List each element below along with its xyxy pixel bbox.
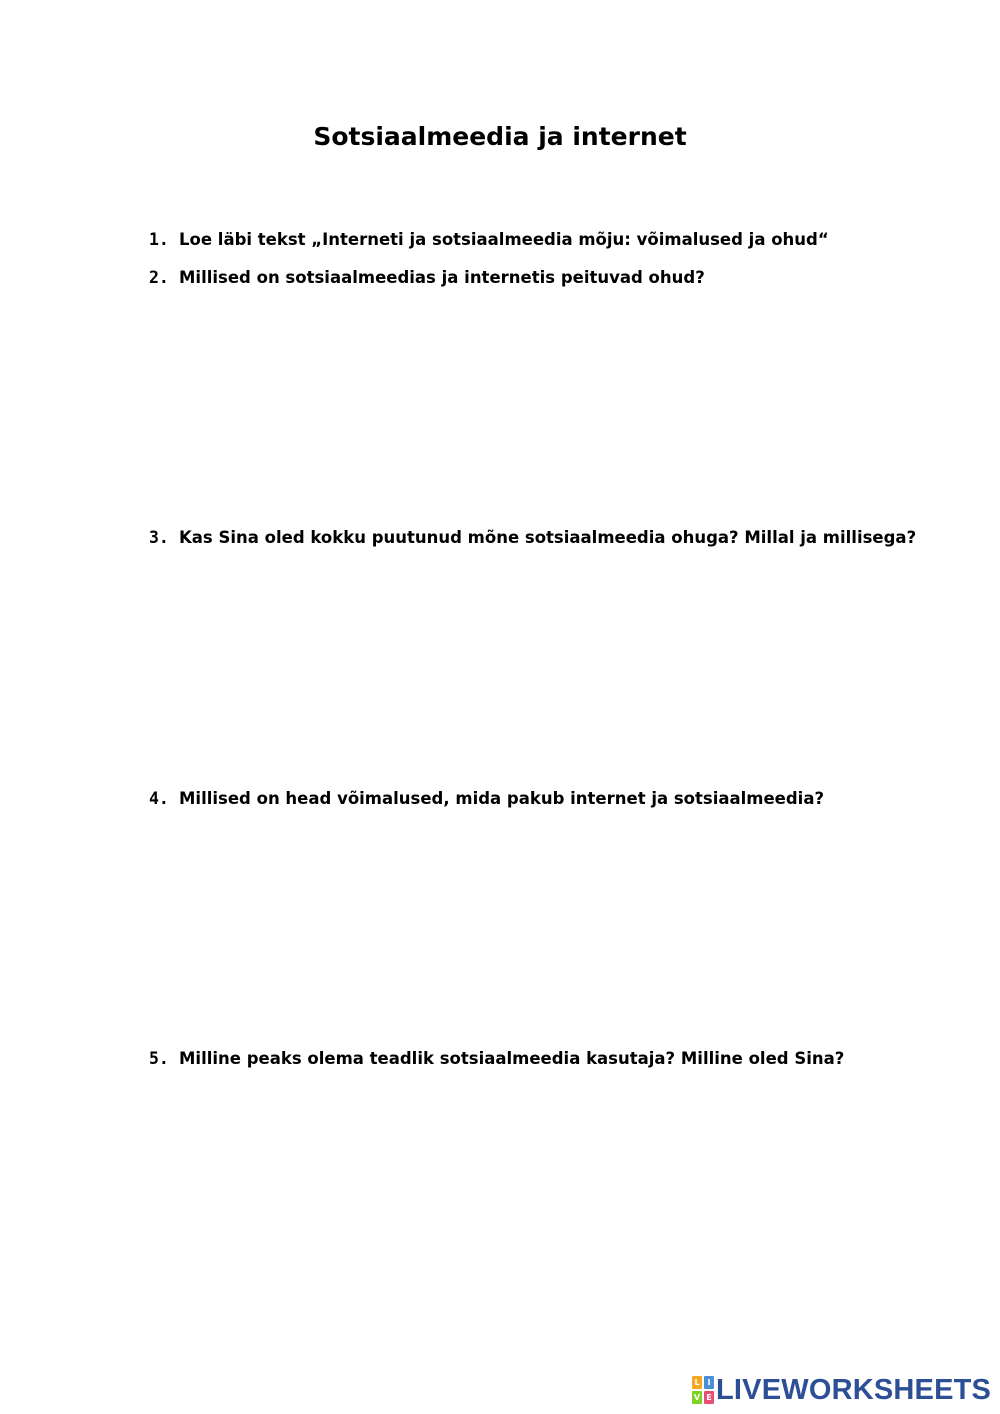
question-4 <box>149 789 949 809</box>
question-3 <box>149 528 949 548</box>
brand-wordmark: LIVEWORKSHEETS <box>716 1374 992 1406</box>
question-text: Loe läbi tekst „Interneti ja sotsiaalmeedia mõju: võimalused ja ohud“ <box>179 230 829 249</box>
question-number: 5. <box>149 1049 169 1068</box>
question-1 <box>149 230 949 250</box>
logo-letter-l: L <box>692 1376 702 1389</box>
logo-letter-i: I <box>704 1376 714 1389</box>
liveworksheets-brand <box>692 1374 991 1406</box>
question-text: Kas Sina oled kokku puutunud mõne sotsiaalmeedia ohuga? Millal ja millisega? <box>179 528 917 547</box>
question-text: Millised on head võimalused, mida pakub internet ja sotsiaalmeedia? <box>179 789 825 808</box>
page-title: Sotsiaalmeedia ja internet <box>313 122 687 151</box>
question-5 <box>149 1049 949 1069</box>
question-number: 2. <box>149 268 169 287</box>
question-number: 4. <box>149 789 169 808</box>
question-number: 3. <box>149 528 169 547</box>
question-number: 1. <box>149 230 169 249</box>
logo-letter-v: V <box>693 1393 701 1402</box>
question-2 <box>149 268 949 288</box>
liveworksheets-logo-icon <box>692 1376 714 1404</box>
logo-letter-e: E <box>704 1391 714 1404</box>
question-text: Milline peaks olema teadlik sotsiaalmeedia kasutaja? Milline oled Sina? <box>179 1049 845 1068</box>
question-text: Millised on sotsiaalmeedias ja internetis peituvad ohud? <box>179 268 705 287</box>
